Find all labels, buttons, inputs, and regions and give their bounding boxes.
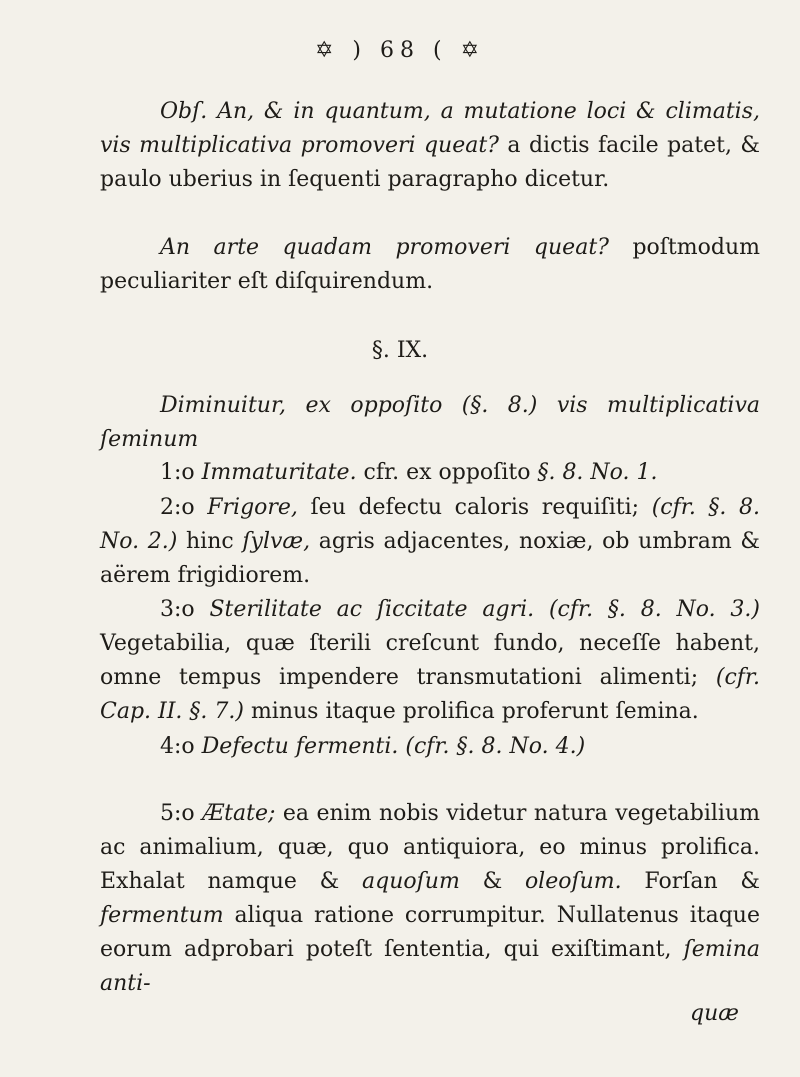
text-run: agris adjacentes, noxiæ, ob umbram & aërem frigidiorem. bbox=[100, 529, 761, 588]
text-run: ſylvæ, bbox=[242, 529, 311, 554]
text-run: 1:o bbox=[160, 460, 202, 485]
text-run: ea enim nobis videtur natura vegetabilium ac animalium, quæ, quo antiquiora, eo minus prolifica. Exhalat namque & bbox=[100, 801, 760, 894]
text-run: a dictis facile patet, & paulo uberius in ſequenti paragrapho dicetur. bbox=[100, 133, 760, 192]
text-run: Ætate; bbox=[202, 801, 276, 826]
paragraph-an-arte bbox=[100, 231, 760, 299]
paragraph-diminuitur bbox=[100, 389, 760, 457]
text-run: §. IX. bbox=[371, 338, 429, 363]
text-run: Immaturitate. bbox=[201, 460, 357, 485]
text-run: Diminuitur, ex oppoſito (§. 8.) vis multiplicativa ſeminum bbox=[100, 393, 760, 452]
text-run: hinc bbox=[177, 529, 243, 554]
item-2 bbox=[100, 491, 760, 593]
text-run: Frigore, bbox=[207, 495, 298, 520]
text-run: (cfr. Cap. II. §. 7.) bbox=[100, 665, 760, 724]
text-run: & bbox=[459, 869, 525, 894]
text-run: 4:o bbox=[160, 734, 202, 759]
item-3 bbox=[100, 593, 760, 729]
item-5 bbox=[100, 797, 760, 1001]
section-heading bbox=[0, 334, 800, 368]
text-run: poſtmodum peculiariter eſt diſquirendum. bbox=[100, 235, 760, 294]
text-run: oleoſum. bbox=[524, 869, 622, 894]
text-run: minus itaque prolifica proferunt ſemina. bbox=[243, 699, 699, 724]
paragraph-obs bbox=[100, 95, 760, 197]
text-run: Defectu fermenti. (cfr. §. 8. No. 4.) bbox=[201, 734, 586, 759]
text-run: Obſ. An, & in quantum, a mutatione loci & climatis, vis multiplicativa promoveri queat? bbox=[100, 99, 760, 158]
item-4 bbox=[100, 730, 760, 764]
text-run: cfr. ex oppoſito bbox=[356, 460, 538, 485]
text-run: ſeu defectu caloris requiſiti; bbox=[297, 495, 652, 520]
text-run: Forſan & bbox=[621, 869, 761, 894]
text-run: 3:o bbox=[160, 597, 210, 622]
text-run: 5:o bbox=[160, 801, 203, 826]
page-header: ✡ ) 68 ( ✡ bbox=[315, 38, 485, 63]
text-run: Sterilitate ac ſiccitate agri. (cfr. §. 8. No. 3.) bbox=[209, 597, 760, 622]
item-1 bbox=[100, 456, 760, 490]
text-run: ſemina anti- bbox=[100, 937, 760, 996]
text-run: 2:o bbox=[160, 495, 208, 520]
text-run: An arte quadam promoveri queat? bbox=[160, 235, 609, 260]
text-run: aquoſum bbox=[362, 869, 460, 894]
text-run: Vegetabilia, quæ ſterili creſcunt fundo, neceſſe habent, omne tempus impendere transmutationi alimenti; bbox=[100, 631, 760, 690]
text-run: (cfr. §. 8. No. 2.) bbox=[100, 495, 760, 554]
text-run: §. 8. No. 1. bbox=[537, 460, 658, 485]
text-run: aliqua ratione corrumpitur. Nullatenus itaque eorum adprobari poteſt ſententia, qui exiſtimant, bbox=[100, 903, 760, 962]
text-run: fermentum bbox=[100, 903, 224, 928]
catchword: quæ bbox=[690, 1001, 739, 1026]
